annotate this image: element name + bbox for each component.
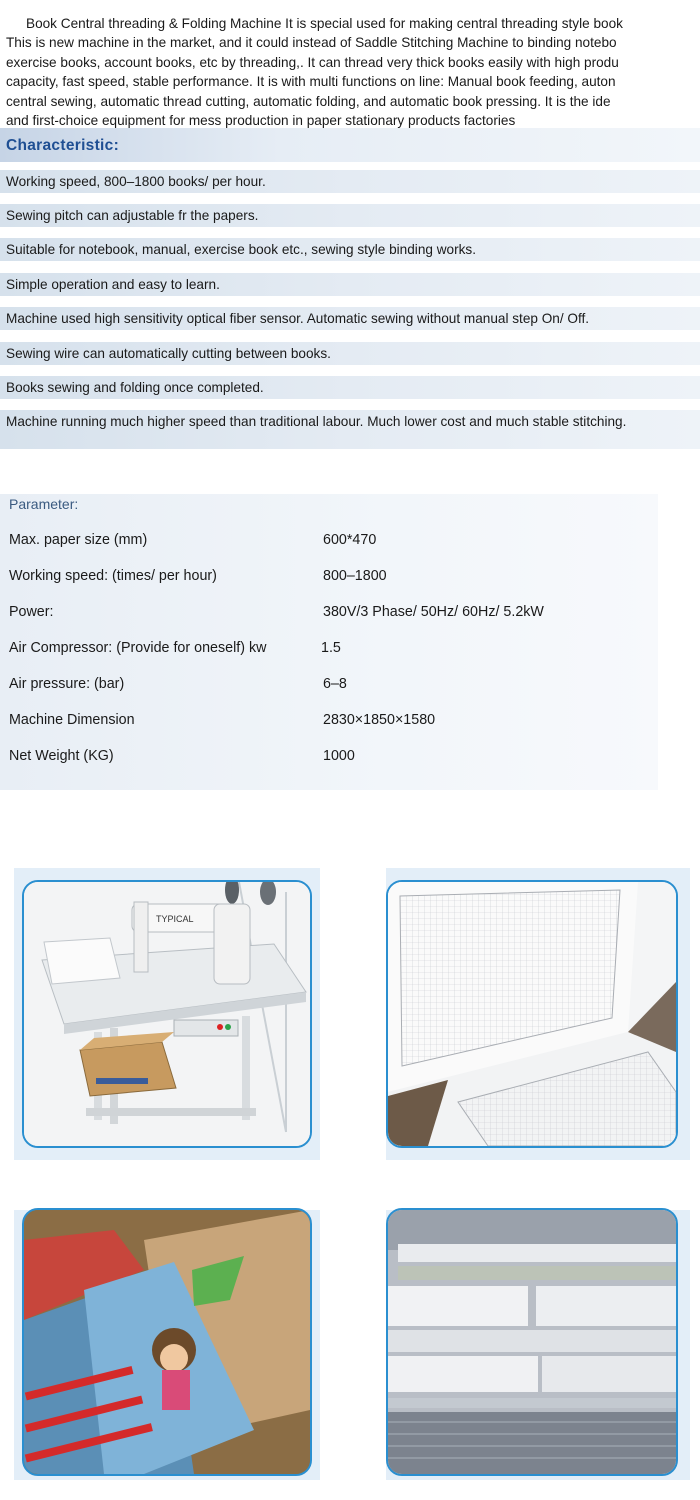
parameter-label: Working speed: (times/ per hour) [9, 568, 217, 584]
characteristic-item: Books sewing and folding once completed. [0, 376, 700, 399]
parameter-table [0, 494, 658, 790]
characteristic-header [0, 128, 700, 162]
children-notebooks-photo [22, 1208, 312, 1476]
sewing-machine-illustration [24, 882, 310, 1146]
characteristic-item: Machine running much higher speed than traditional labour. Much lower cost and much stable stitching. [0, 410, 700, 449]
characteristic-item: Suitable for notebook, manual, exercise book etc., sewing style binding works. [0, 238, 700, 261]
parameter-value: 800–1800 [323, 568, 387, 584]
parameter-label: Machine Dimension [9, 712, 135, 728]
stacked-notebooks-photo [386, 1208, 678, 1476]
parameter-value: 1000 [323, 748, 355, 764]
parameter-value: 600*470 [323, 532, 377, 548]
stacked-notebooks-illustration [388, 1210, 676, 1474]
characteristic-item: Working speed, 800–1800 books/ per hour. [0, 170, 700, 193]
intro-paragraph [0, 0, 700, 128]
parameter-label: Net Weight (KG) [9, 748, 114, 764]
characteristic-title: Characteristic: [6, 137, 120, 154]
characteristic-item: Sewing wire can automatically cutting between books. [0, 342, 700, 365]
characteristic-item: Simple operation and easy to learn. [0, 273, 700, 296]
parameter-value: 1.5 [321, 640, 341, 656]
parameter-label: Air pressure: (bar) [9, 676, 125, 692]
parameter-value: 380V/3 Phase/ 50Hz/ 60Hz/ 5.2kW [323, 604, 544, 620]
gallery-divider [320, 868, 386, 1480]
parameter-value: 6–8 [323, 676, 347, 692]
intro-line: capacity, fast speed, stable performance. It is with multi functions on line: Manual book feeding, auton [6, 74, 616, 90]
characteristic-item: Machine used high sensitivity optical fiber sensor. Automatic sewing without manual step On/ Off. [0, 307, 700, 330]
graph-paper-photo [386, 880, 678, 1148]
intro-line: This is new machine in the market, and it could instead of Saddle Stitching Machine to binding notebo [6, 35, 617, 51]
intro-line: Book Central threading & Folding Machine It is special used for making central threading style book [26, 16, 623, 31]
characteristic-item: Sewing pitch can adjustable fr the papers. [0, 204, 700, 227]
intro-line: central sewing, automatic thread cutting, automatic folding, and automatic book pressing. It is the ide [6, 93, 611, 109]
sewing-machine-photo [22, 880, 312, 1148]
intro-line: and first-choice equipment for mess production in paper stationary products factories [6, 113, 516, 128]
parameter-title: Parameter: [9, 496, 79, 512]
parameter-value: 2830×1850×1580 [323, 712, 436, 728]
parameter-label: Power: [9, 604, 54, 620]
parameter-label: Air Compressor: (Provide for oneself) kw [9, 640, 267, 656]
parameter-label: Max. paper size (mm) [9, 532, 148, 548]
graph-paper-illustration [388, 882, 676, 1146]
intro-line: exercise books, account books, etc by threading,. It can thread very thick books easily with high produ [6, 54, 619, 70]
machine-brand-text: TYPICAL [156, 914, 194, 924]
children-notebooks-illustration [24, 1210, 310, 1474]
